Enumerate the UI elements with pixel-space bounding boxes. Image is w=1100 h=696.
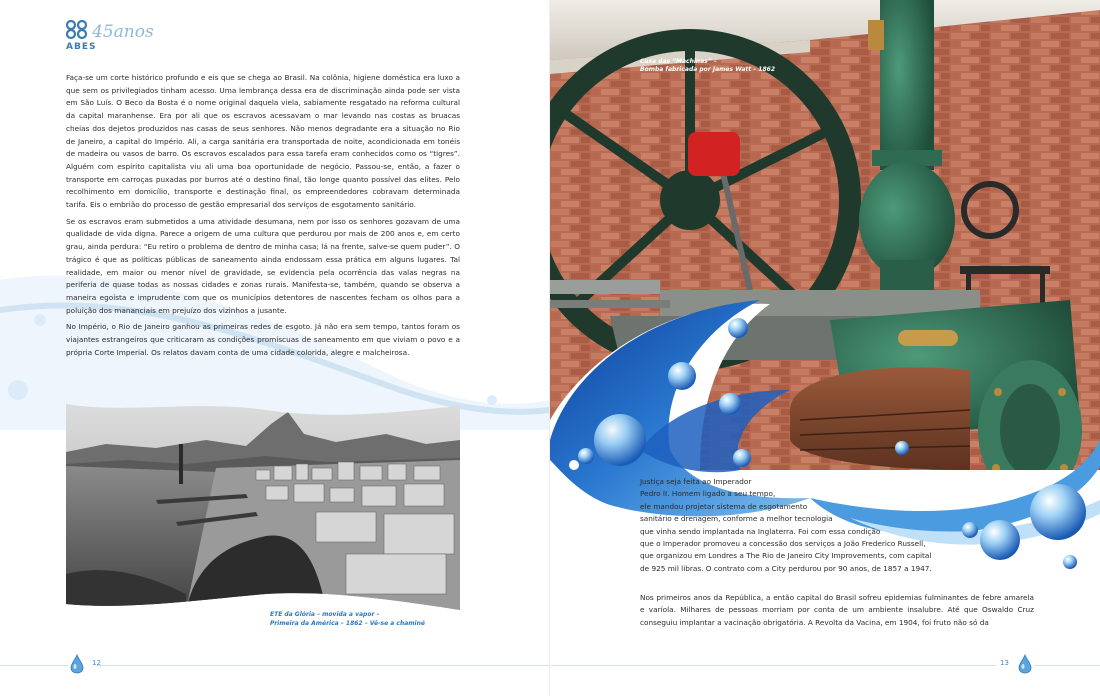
footer-rule <box>0 665 68 666</box>
water-drop-icon <box>70 654 84 674</box>
water-drop-icon <box>1018 654 1032 674</box>
logo-anniversary-text: 45anos <box>92 22 154 42</box>
text-line: que o Imperador promoveu a concessão dos serviços a João Frederico Russell, <box>640 539 926 549</box>
page-number-text: 12 <box>92 659 101 667</box>
footer-rule <box>1034 665 1100 666</box>
historical-city-photo <box>66 404 460 610</box>
photo-caption-left <box>270 611 460 628</box>
footer-rule <box>551 665 996 666</box>
text-line: Pedro II. Homem ligado a seu tempo, <box>640 489 776 499</box>
caption-line: Bomba fabricada por James Watt – 1862 <box>640 66 775 73</box>
photo-caption-right <box>640 58 810 74</box>
right-page-column-text <box>640 476 960 575</box>
logo-abes-text: ABES <box>66 42 97 52</box>
caption-line: Casa das “Machinas” – <box>640 58 717 65</box>
text-line: sanitário e drenagem, conforme a melhor tecnologia <box>640 514 833 524</box>
text-line: ele mandou projetar sistema de esgotamento <box>640 501 808 511</box>
abes-logo-mark-icon <box>64 20 92 40</box>
footer-rule <box>96 665 550 666</box>
paragraph: Se os escravos eram submetidos a uma atividade desumana, nem por isso os senhores gozavam de uma qualidade de vida digna. Parece a origem de uma cultura que perdurou por mais de 200 anos e, em certo grau, ainda perdura: “Eu retiro o problema de dentro de minha casa; lá na frente, salve-se quem puder”. O trágico é que as políticas públicas de saneamento ainda endossam essa prática em alguns lugares. Tal realidade, em maior ou menor nível de gravidade, se evidencia pela ocorrência das valas negras na periferia de quase todas as nossas cidades e zonas rurais. Manifesta-se, também, quando se observa a maneira egoísta e imprudente com que os municípios detentores de nascentes fecham os olhos para a poluição dos mananciais em prejuízo dos vizinhos a jusante. <box>66 216 460 315</box>
caption-line: ETE da Glória – movida a vapor – <box>270 611 380 618</box>
text-line: que organizou em Londres a The Rio de Janeiro City Improvements, com capital <box>640 551 932 561</box>
paragraph: No Império, o Rio de Janeiro ganhou as primeiras redes de esgoto. Já não era sem tempo, tantos foram os viajantes estrangeiros que criticaram as condições promíscuas de saneamento em que viviam o povo e a própria Corte Imperial. Os relatos davam conta de uma cidade colorida, alegre e malcheirosa. <box>66 322 460 357</box>
text-line: que vinha sendo implantada na Inglaterra. Foi com essa condição <box>640 526 881 536</box>
page-number-text: 13 <box>1000 659 1009 667</box>
paragraph: Nos primeiros anos da República, a então capital do Brasil sofreu epidemias fulminantes de febre amarela e varíola. Milhares de pessoas morriam por conta de um ambiente insalubre. Até que Oswaldo Cruz conseguiu implantar a vacinação obrigatória. A Revolta da Vacina, em 1904, foi fruto não só da <box>640 593 1034 627</box>
left-page-body-text <box>66 72 460 363</box>
paragraph: Faça-se um corte histórico profundo e eis que se chega ao Brasil. Na colônia, higiene doméstica era luxo a que sem os privilegiados tinham acesso. Uma lembrança dessa era de discriminação ainda pode ser vista em São Luís. O Beco da Bosta é o nome original daquela viela, sabiamente resgatado na reforma cultural da capital maranhense. Era por ali que os escravos acessavam o mar levando nas costas as bruacas cheias dos dejetos produzidos nas casas de seus senhores. Não menos degradante era a situação no Rio de Janeiro, a capital do Império. Ali, a carga sanitária era transportada de noite, acondicionada em tonéis de madeira ou vasos de barro. Os escravos escalados para essa tarefa eram conhecidos como os “tigres”. Alguém com espírito capitalista viu ali uma boa oportunidade de negócio. Passou-se, então, a fazer o transporte em carroças puxadas por burros até o destino final, tão longe quanto possível das elites. Pelo recolhimento em domicílio, transporte e destinação final, os empreendedores cobravam determinada tarifa. Eis o embrião do processo de gestão empresarial dos serviços de esgotamento sanitário. <box>66 73 460 210</box>
page-number-left <box>70 654 101 678</box>
abes-logo <box>64 20 164 54</box>
caption-line: Primeira da América – 1862 – Vê-se a chaminé <box>270 619 425 627</box>
right-page-body-text <box>640 592 1034 629</box>
text-line: Justiça seja feita ao Imperador <box>640 477 752 486</box>
text-line: de 925 mil libras. O contrato com a City perdurou por 90 anos, de 1857 a 1947. <box>640 563 932 573</box>
